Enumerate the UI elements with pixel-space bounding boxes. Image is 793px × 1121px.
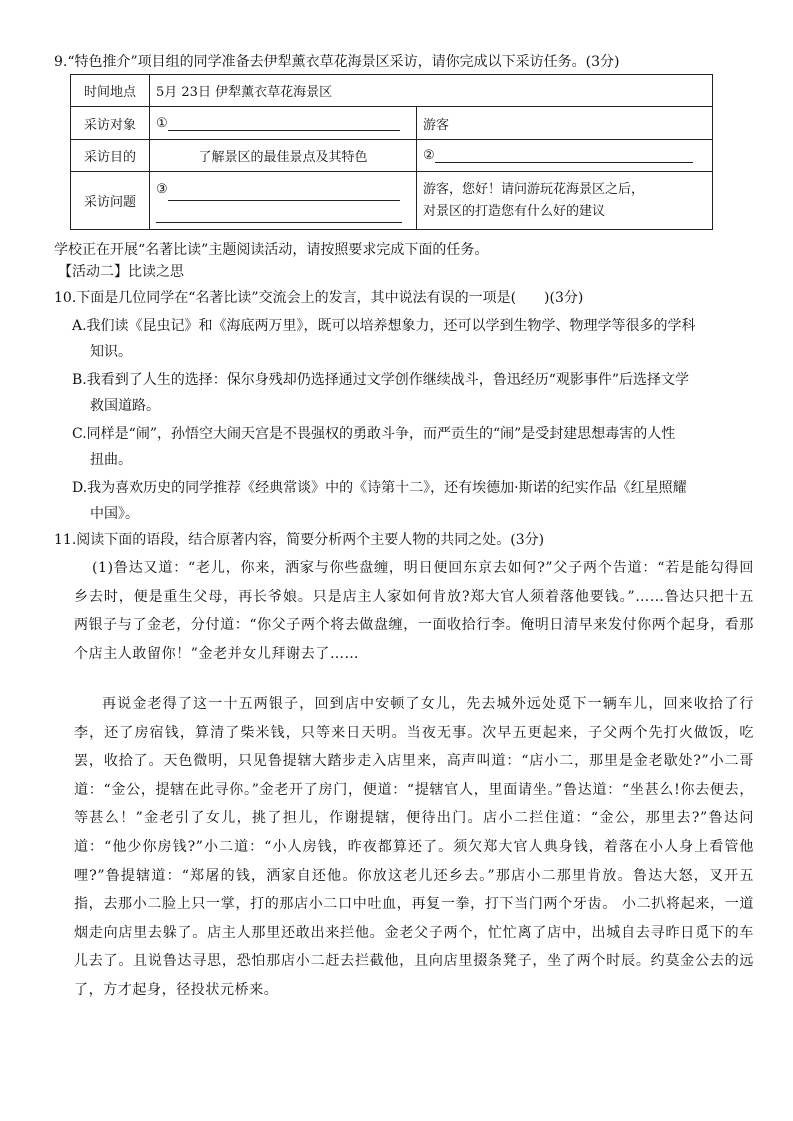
- row-purpose-label: 采访目的: [71, 140, 150, 172]
- q10-option-c-line2: 扭曲。: [90, 452, 132, 468]
- q10-option-a-line1: A.我们读《昆虫记》和《海底两万里》，既可以培养想象力，还可以学到生物学、物理学等很多的学科: [72, 318, 696, 334]
- interview-table: [70, 74, 713, 230]
- answer-blank-3b[interactable]: [156, 208, 402, 223]
- q10-option-b-line1: B.我看到了人生的选择：保尔身残却仍选择通过文学创作继续战斗，鲁迅经历“观影事件”后选择文学: [72, 372, 690, 388]
- row-interviewee-label: 采访对象: [71, 107, 150, 140]
- answer-blank-3a[interactable]: [168, 186, 400, 201]
- row-interviewee-right: 游客: [417, 107, 713, 140]
- row-question-right: [417, 172, 713, 230]
- answer-blank-2[interactable]: [435, 148, 693, 163]
- q11-question: 11.阅读下面的语段，结合原著内容，简要分析两个主要人物的共同之处。(3分): [54, 532, 545, 548]
- row-purpose-blank-cell: [417, 140, 713, 172]
- q10-option-a-line2: 知识。: [90, 344, 132, 360]
- row-purpose-left: 了解景区的最佳景点及其特色: [150, 140, 417, 172]
- answer-blank-1[interactable]: [168, 116, 400, 131]
- blank-number-1: ①: [156, 115, 168, 131]
- q10-option-d-line2: 中国》。: [90, 506, 139, 522]
- row-time-place-value: 5月 23日 伊犁薰衣草花海景区: [150, 75, 713, 107]
- row-question-label: 采访问题: [71, 172, 150, 230]
- passage-2-text: 再说金老得了这一十五两银子，回到店中安顿了女儿，先去城外远处觅下一辆车儿，回来收拾了行李，还了房宿钱，算清了柴米钱，只等来日天明。当夜无事。次早五更起来，子父两个先打火做饭，吃罢，收拾了。天色微明，只见鲁提辖大踏步走入店里来，高声叫道：“店小二，那里是金老歇处?”小二哥道：“金公，提辖在此寻你。”金老开了房门，便道：“提辖官人，里面请坐。”鲁达道：“坐甚么!你去便去，等甚么！”金老引了女儿，挑了担儿，作谢提辖，便待出门。店小二拦住道：“金公，那里去?”鲁达问道：“他少你房钱?”小二道：“小人房钱，昨夜都算还了。须欠郑大官人典身钱，着落在小人身上看管他哩?”鲁提辖道：“郑屠的钱，洒家自还他。你放这老儿还乡去。”那店小二那里肯放。鲁达大怒，叉开五指，去那小二脸上只一掌，打的那店小二口中吐血，再复一拳，打下当门两个牙齿。 小二扒将起来，一道烟走向店里去躲了。店主人那里还敢出来拦他。金老父子两个，忙忙离了店中，出城自去寻昨日觅下的车儿去了。且说鲁达寻思，恐怕那店小二赶去拦截他，且向店里掇条凳子，坐了两个时辰。约莫金公去的远了，方才起身，径投状元桥来。: [74, 696, 754, 998]
- q10-question: 10.下面是几位同学在“名著比读”交流会上的发言，其中说法有误的一项是( )(3分): [54, 290, 584, 306]
- q10-option-c-line1: C.同样是“闹”，孙悟空大闹天宫是不畏强权的勇敢斗争，而严贡生的“闹”是受封建思想毒害的人性: [72, 426, 676, 442]
- q10-option-b-line2: 救国道路。: [90, 398, 160, 414]
- task-intro: 学校正在开展“名著比读”主题阅读活动，请按照要求完成下面的任务。: [54, 242, 489, 258]
- row-time-place-label: 时间地点: [71, 75, 150, 107]
- row-question-right-line1: 游客，您好！请问游玩花海景区之后，: [423, 181, 645, 197]
- activity-heading: 【活动二】比读之思: [58, 264, 184, 280]
- passage-part-2: [74, 690, 754, 1005]
- row-interviewee-blank-cell: [150, 107, 417, 140]
- row-question-right-line2: 对景区的打造您有什么好的建议: [423, 203, 606, 219]
- q10-option-d-line1: D.我为喜欢历史的同学推荐《经典常谈》中的《诗第十二》，还有埃德加·斯诺的纪实作品《红星照耀: [72, 480, 687, 496]
- q9-question: 9.“特色推介”项目组的同学准备去伊犁薰衣草花海景区采访，请你完成以下采访任务。(3分): [54, 54, 620, 70]
- blank-number-3: ③: [156, 181, 168, 197]
- row-question-blank-cell: [150, 172, 417, 230]
- blank-number-2: ②: [423, 148, 435, 163]
- passage-1-text: (1)鲁达又道：“老儿，你来，洒家与你些盘缠，明日便回东京去如何?”父子两个告道：“若是能勾得回乡去时，便是重生父母，再长爷娘。只是店主人家如何肯放?郑大官人须着落他要钱。”……鲁达只把十五两银子与了金老，分付道：“你父子两个将去做盘缠，一面收拾行李。俺明日清早来发付你两个起身，看那个店主人敢留你！”金老并女儿拜谢去了……: [74, 560, 754, 662]
- passage-part-1: [74, 554, 754, 668]
